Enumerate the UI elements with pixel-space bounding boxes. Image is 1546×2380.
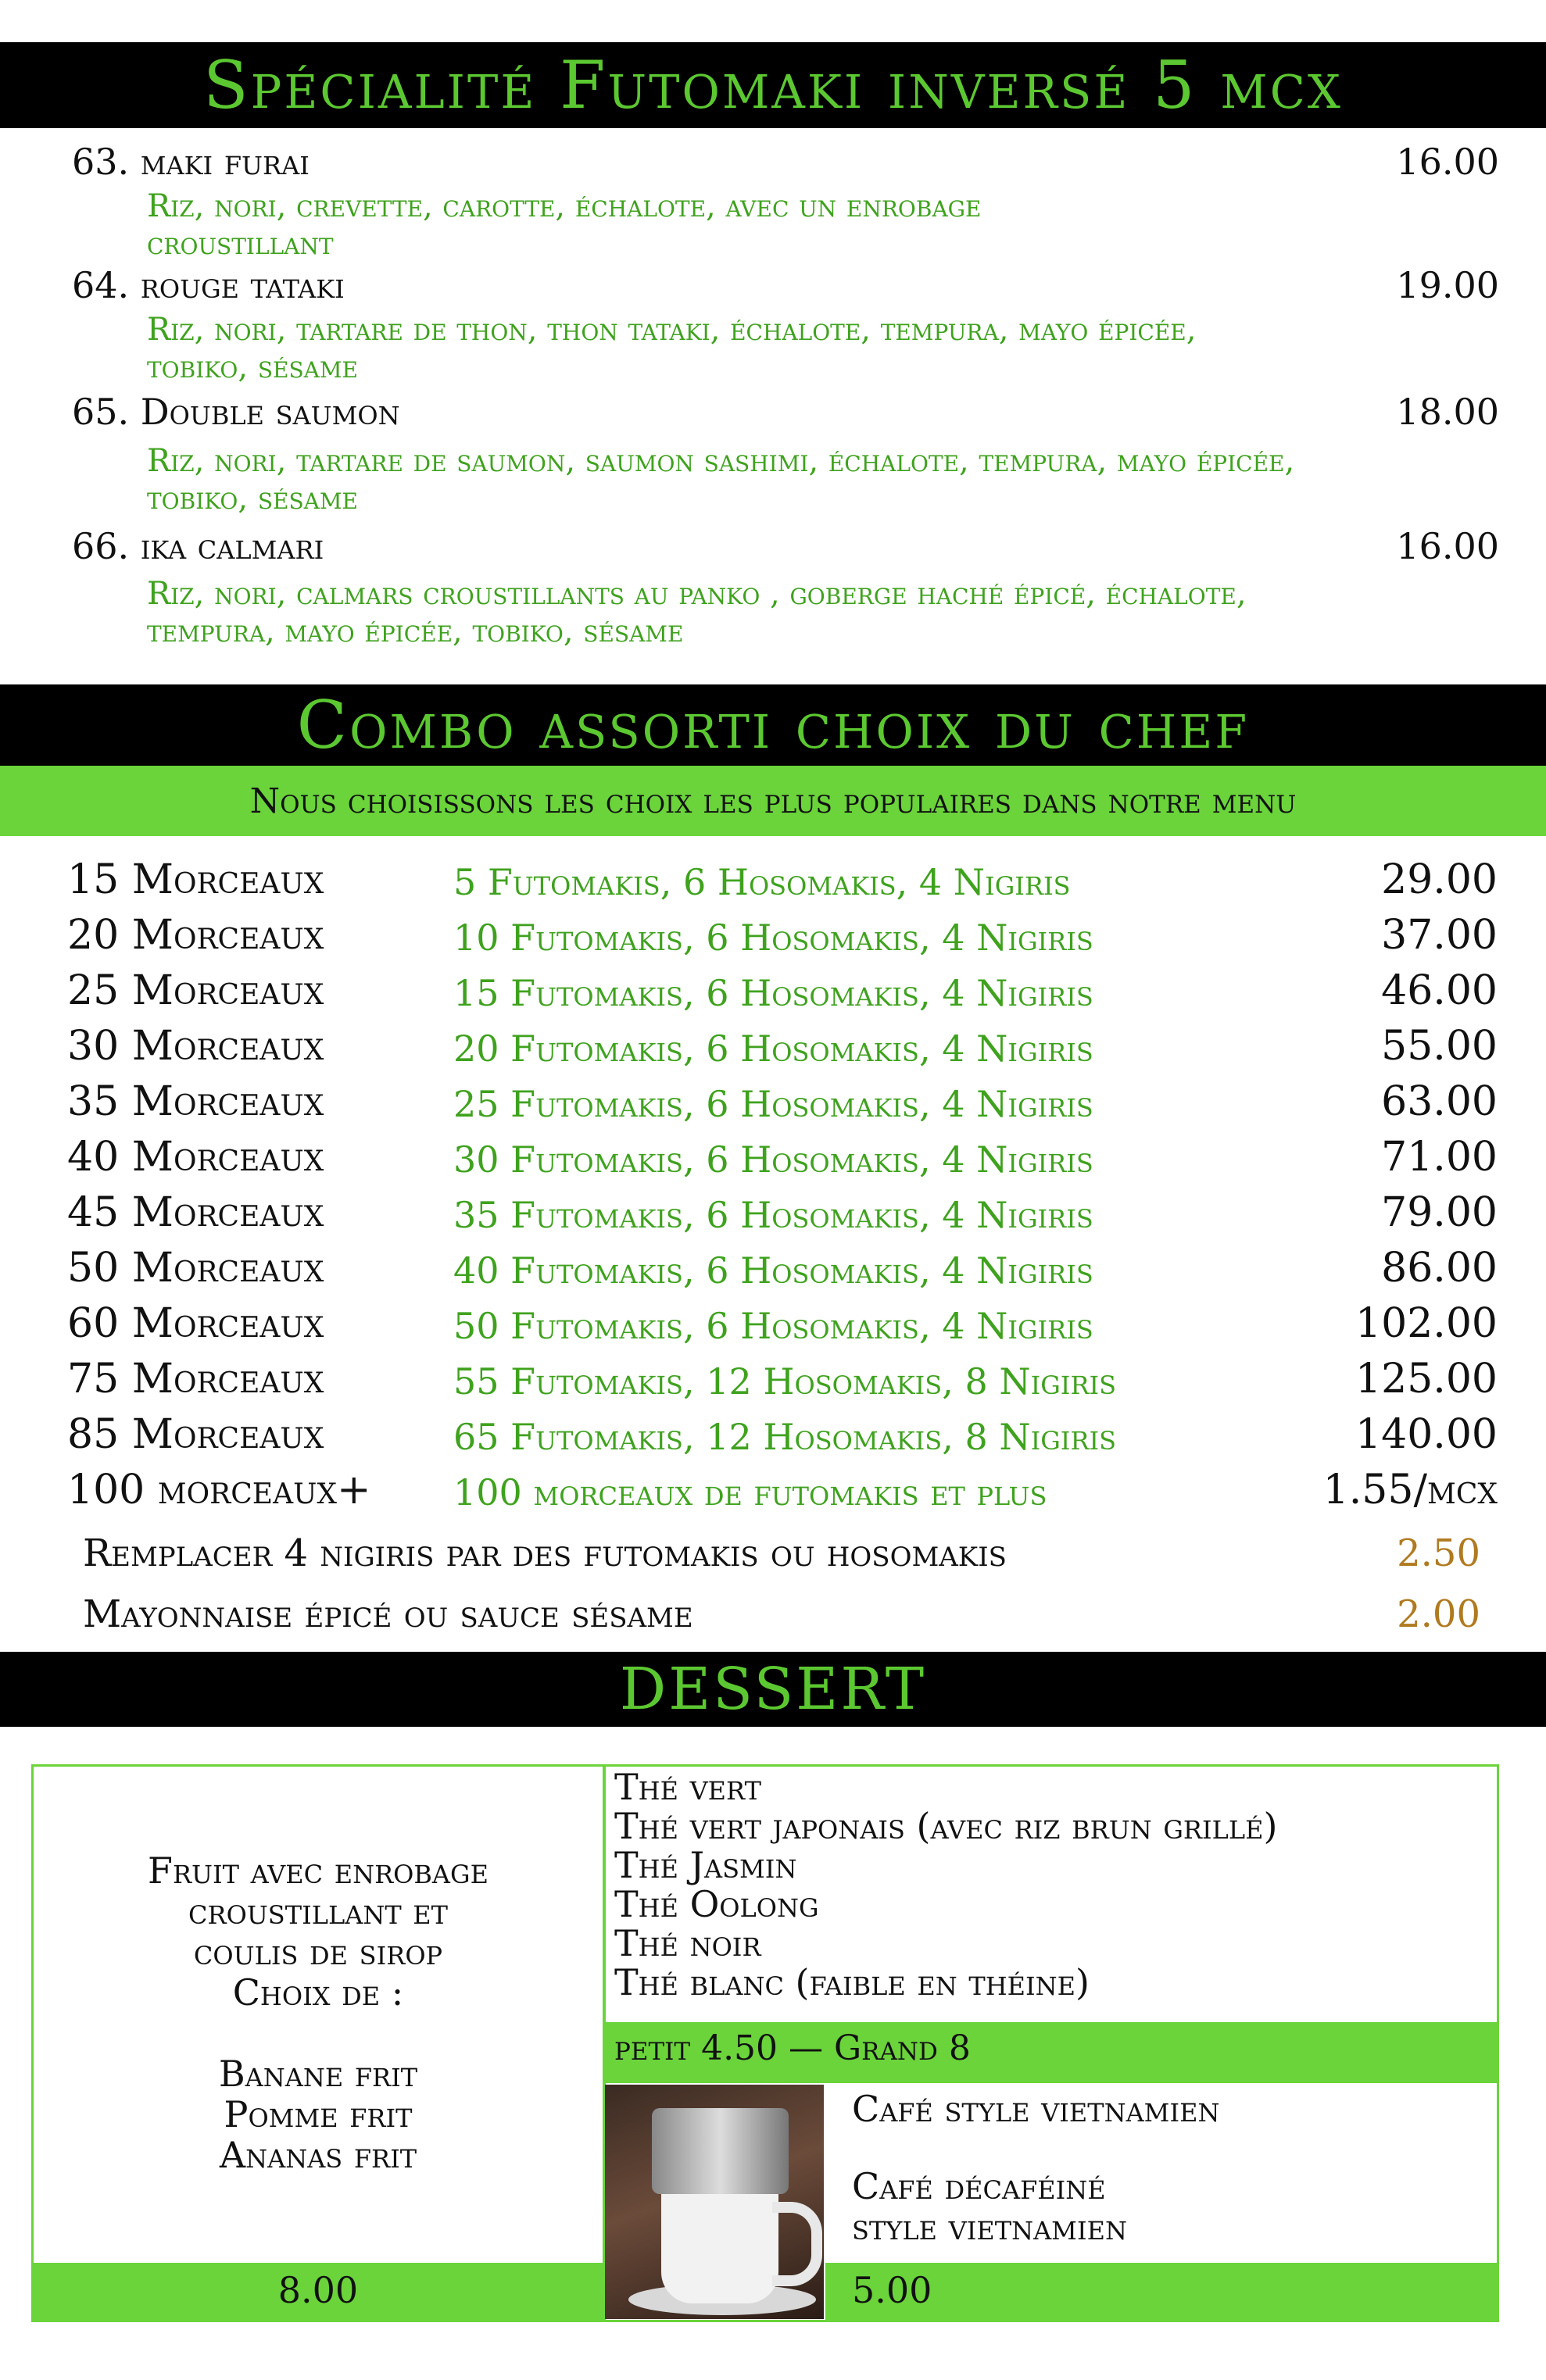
tea-item: Thé blanc (faible en théine): [614, 1961, 1090, 2003]
tea-list: [614, 1767, 1277, 2002]
combo-extra-label: Mayonnaise épicé ou sauce sésame: [83, 1592, 693, 1636]
combo-row: [67, 1189, 1498, 1244]
combo-detail: 20 Futomakis, 6 Hosomakis, 4 Nigiris: [453, 1027, 1093, 1070]
combo-row: [67, 856, 1498, 911]
combo-size: 15 Morceaux: [67, 856, 324, 903]
combo-size: 60 Morceaux: [67, 1300, 324, 1347]
combo-price: 29.00: [1381, 856, 1498, 903]
combo-detail: 10 Futomakis, 6 Hosomakis, 4 Nigiris: [453, 917, 1093, 959]
combo-size: 40 Morceaux: [67, 1134, 324, 1181]
combo-price: 63.00: [1381, 1078, 1498, 1125]
combo-price: 1.55/mcx: [1322, 1467, 1498, 1513]
combo-row: [67, 1245, 1498, 1299]
combo-detail: 50 Futomakis, 6 Hosomakis, 4 Nigiris: [453, 1305, 1093, 1347]
menu-item-description: Riz, nori, tartare de saumon, saumon sashimi, échalote, tempura, mayo épicée, tobiko, sésame: [147, 443, 1295, 516]
combo-size: 100 morceaux+: [67, 1467, 371, 1513]
combo-price: 125.00: [1355, 1356, 1498, 1403]
combo-size: 85 Morceaux: [67, 1411, 324, 1458]
coffee-line: style vietnamien: [852, 2206, 1127, 2248]
combo-extra-label: Remplacer 4 nigiris par des futomakis ou hosomakis: [83, 1531, 1007, 1575]
section-dessert-title: DESSERT: [619, 1656, 927, 1723]
coffee-price: 5.00: [852, 2269, 932, 2311]
section-combo-header: [0, 684, 1546, 766]
combo-row: [67, 1467, 1498, 1521]
combo-price: 102.00: [1355, 1300, 1498, 1347]
coffee-line: Café style vietnamien: [852, 2088, 1220, 2130]
combo-size: 50 Morceaux: [67, 1245, 324, 1292]
dessert-line: croustillant et: [188, 1890, 448, 1932]
section-futomaki-header: [0, 42, 1546, 128]
combo-extra-price: 2.50: [1397, 1531, 1480, 1575]
dessert-option: Pomme frit: [224, 2093, 413, 2135]
menu-item-description: Riz, nori, calmars croustillants au panko , goberge haché épicé, échalote, tempura, mayo épicée, tobiko, sésame: [147, 576, 1247, 649]
dessert-price: 8.00: [277, 2269, 359, 2311]
combo-detail: 5 Futomakis, 6 Hosomakis, 4 Nigiris: [453, 861, 1071, 903]
cup-handle-shape: [772, 2202, 822, 2286]
combo-row: [67, 912, 1498, 967]
tea-item: Thé noir: [614, 1922, 761, 1964]
combo-row: [67, 1134, 1498, 1188]
combo-size: 35 Morceaux: [67, 1078, 324, 1125]
combo-size: 20 Morceaux: [67, 912, 324, 959]
cup-shape: [661, 2178, 778, 2303]
combo-detail: 40 Futomakis, 6 Hosomakis, 4 Nigiris: [453, 1249, 1093, 1292]
combo-size: 30 Morceaux: [67, 1023, 324, 1070]
combo-price: 55.00: [1381, 1023, 1498, 1070]
menu-item-price: 18.00: [1396, 391, 1499, 433]
combo-row: [67, 967, 1498, 1022]
tea-price: petit 4.50 — Grand 8: [614, 2028, 971, 2068]
menu-item-price: 16.00: [1396, 525, 1499, 567]
combo-detail: 55 Futomakis, 12 Hosomakis, 8 Nigiris: [453, 1360, 1117, 1403]
combo-extra-price: 2.00: [1397, 1592, 1480, 1636]
combo-row: [67, 1411, 1498, 1466]
phin-filter-shape: [652, 2108, 789, 2194]
combo-row: [67, 1023, 1498, 1077]
combo-size: 25 Morceaux: [67, 967, 324, 1014]
dessert-option: Ananas frit: [219, 2134, 417, 2176]
combo-price: 86.00: [1381, 1245, 1498, 1292]
combo-detail: 35 Futomakis, 6 Hosomakis, 4 Nigiris: [453, 1194, 1093, 1236]
combo-size: 45 Morceaux: [67, 1189, 324, 1236]
combo-price: 79.00: [1381, 1189, 1498, 1236]
combo-price: 46.00: [1381, 967, 1498, 1014]
combo-price: 140.00: [1355, 1411, 1498, 1458]
tea-item: Thé vert: [614, 1766, 761, 1808]
dessert-description: [31, 1850, 605, 2175]
dessert-line: coulis de sirop: [193, 1931, 443, 1973]
menu-item-description: Riz, nori, crevette, carotte, échalote, avec un enrobage croustillant: [147, 188, 982, 262]
tea-item: Thé vert japonais (avec riz brun grillé): [614, 1805, 1278, 1847]
coffee-decaf: [852, 2166, 1127, 2247]
combo-price: 37.00: [1381, 912, 1498, 959]
section-combo-subtitle-band: [0, 766, 1546, 836]
combo-detail: 30 Futomakis, 6 Hosomakis, 4 Nigiris: [453, 1138, 1093, 1181]
menu-item-description: Riz, nori, tartare de thon, thon tataki, échalote, tempura, mayo épicée, tobiko, sésame: [147, 312, 1197, 385]
combo-row: [67, 1078, 1498, 1133]
combo-price: 71.00: [1381, 1134, 1498, 1181]
dessert-line: Choix de :: [232, 1971, 404, 2014]
coffee-photo: [605, 2085, 824, 2319]
menu-item-name: 63. maki furai: [72, 141, 310, 183]
tea-item: Thé Oolong: [614, 1883, 819, 1925]
menu-item-name: 66. ika calmari: [72, 525, 324, 567]
menu-item-name: 64. rouge tataki: [72, 264, 345, 306]
menu-item-price: 16.00: [1396, 141, 1499, 183]
combo-row: [67, 1356, 1498, 1410]
combo-detail: 100 morceaux de futomakis et plus: [453, 1471, 1047, 1513]
section-combo-subtitle: Nous choisissons les choix les plus populaires dans notre menu: [249, 781, 1297, 821]
combo-detail: 25 Futomakis, 6 Hosomakis, 4 Nigiris: [453, 1083, 1093, 1125]
coffee-line: Café décaféiné: [852, 2165, 1106, 2207]
section-combo-title: Combo assorti choix du chef: [296, 687, 1250, 763]
menu-item-price: 19.00: [1396, 264, 1499, 306]
menu-item-name: 65. Double saumon: [72, 391, 400, 433]
dessert-option: Banane frit: [218, 2053, 418, 2095]
combo-size: 75 Morceaux: [67, 1356, 324, 1403]
combo-detail: 65 Futomakis, 12 Hosomakis, 8 Nigiris: [453, 1416, 1117, 1458]
combo-row: [67, 1300, 1498, 1355]
tea-item: Thé Jasmin: [614, 1844, 797, 1886]
combo-detail: 15 Futomakis, 6 Hosomakis, 4 Nigiris: [453, 972, 1093, 1014]
dessert-line: Fruit avec enrobage: [148, 1849, 488, 1892]
section-dessert-header: [0, 1652, 1546, 1727]
section-futomaki-title: Spécialité Futomaki inversé 5 mcx: [203, 47, 1343, 123]
